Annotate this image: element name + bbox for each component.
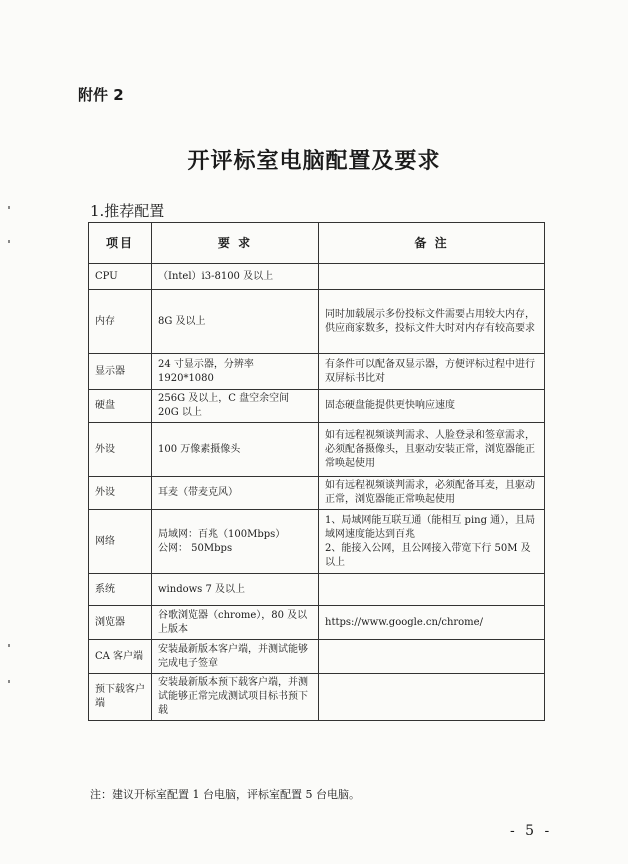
note-cell [319, 264, 545, 290]
requirement-cell: （Intel）i3-8100 及以上 [152, 264, 319, 290]
table-body [89, 264, 545, 721]
item-cell: 网络 [89, 510, 152, 574]
footnote: 注：建议开标室配置 1 台电脑，评标室配置 5 台电脑。 [90, 788, 360, 801]
table-row [89, 510, 545, 574]
scan-speck [8, 680, 10, 683]
requirement-cell: 8G 及以上 [152, 290, 319, 354]
scan-speck [8, 206, 10, 209]
header-item: 项目 [89, 223, 152, 264]
item-cell: CPU [89, 264, 152, 290]
table-row [89, 477, 545, 510]
requirement-cell: 谷歌浏览器（chrome），80 及以上版本 [152, 606, 319, 640]
table-row [89, 674, 545, 721]
header-requirement: 要 求 [152, 223, 319, 264]
note-cell [319, 574, 545, 606]
requirement-cell: 100 万像素摄像头 [152, 423, 319, 477]
table-row [89, 354, 545, 390]
page-number: - 5 - [510, 823, 553, 839]
requirement-cell: windows 7 及以上 [152, 574, 319, 606]
table-row [89, 606, 545, 640]
note-cell: 1、局域网能互联互通（能相互 ping 通），且局域网速度能达到百兆 2、能接入公网，且公网接入带宽下行 50M 及以上 [319, 510, 545, 574]
note-cell [319, 640, 545, 674]
note-cell: https://www.google.cn/chrome/ [319, 606, 545, 640]
attachment-label: 附件 2 [78, 86, 124, 104]
requirement-cell: 耳麦（带麦克风） [152, 477, 319, 510]
note-cell: 固态硬盘能提供更快响应速度 [319, 390, 545, 423]
note-cell: 如有远程视频谈判需求、人脸登录和签章需求，必须配备摄像头，且驱动安装正常，浏览器能正常唤起使用 [319, 423, 545, 477]
requirement-cell: 24 寸显示器，分辨率 1920*1080 [152, 354, 319, 390]
item-cell: 显示器 [89, 354, 152, 390]
item-cell: 外设 [89, 477, 152, 510]
item-cell: 外设 [89, 423, 152, 477]
requirement-cell: 安装最新版本客户端，并测试能够完成电子签章 [152, 640, 319, 674]
table-row [89, 290, 545, 354]
item-cell: 系统 [89, 574, 152, 606]
item-cell: 硬盘 [89, 390, 152, 423]
item-cell: 预下载客户端 [89, 674, 152, 721]
table-row [89, 390, 545, 423]
scan-speck [8, 240, 10, 243]
header-note: 备 注 [319, 223, 545, 264]
note-cell [319, 674, 545, 721]
note-cell: 同时加载展示多份投标文件需要占用较大内存，供应商家数多，投标文件大时对内存有较高要求 [319, 290, 545, 354]
section-heading: 1.推荐配置 [90, 202, 165, 220]
item-cell: CA 客户端 [89, 640, 152, 674]
requirement-cell: 256G 及以上，C 盘空余空间 20G 以上 [152, 390, 319, 423]
config-table [88, 222, 545, 721]
requirement-cell: 局域网：百兆（100Mbps） 公网： 50Mbps [152, 510, 319, 574]
table-row [89, 640, 545, 674]
item-cell: 浏览器 [89, 606, 152, 640]
scan-speck [8, 644, 10, 647]
table-row [89, 264, 545, 290]
document-title: 开评标室电脑配置及要求 [187, 148, 441, 174]
requirement-cell: 安装最新版本预下载客户端，并测试能够正常完成测试项目标书预下载 [152, 674, 319, 721]
table-row [89, 574, 545, 606]
note-cell: 有条件可以配备双显示器，方便评标过程中进行双屏标书比对 [319, 354, 545, 390]
item-cell: 内存 [89, 290, 152, 354]
table-row [89, 423, 545, 477]
note-cell: 如有远程视频谈判需求，必须配备耳麦，且驱动正常，浏览器能正常唤起使用 [319, 477, 545, 510]
table-header-row [89, 223, 545, 264]
